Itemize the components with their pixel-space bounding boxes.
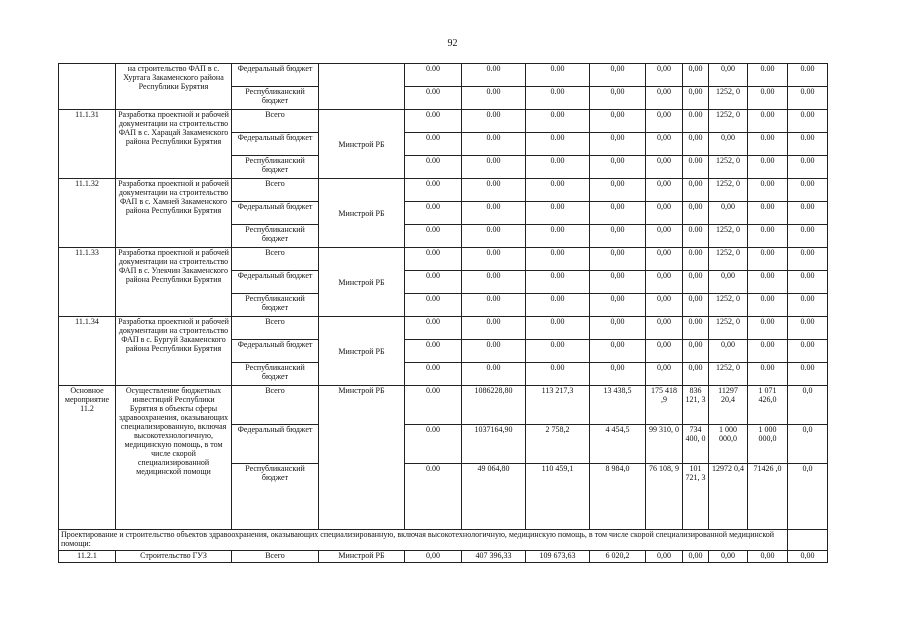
value-cell: 0.00 [748, 156, 788, 179]
value-cell: 0.00 [788, 340, 828, 363]
value-cell: 0.00 [405, 156, 462, 179]
value-cell: 0,00 [709, 271, 748, 294]
value-cell: 0.00 [748, 248, 788, 271]
value-cell: 0.00 [462, 87, 526, 110]
value-cell: 0.00 [405, 271, 462, 294]
value-cell: 1086228,80 [462, 386, 526, 425]
value-cell: 0.00 [526, 110, 590, 133]
value-cell: 0.00 [683, 225, 709, 248]
value-cell: 1 071 426,0 [748, 386, 788, 425]
value-cell: 0,00 [590, 87, 646, 110]
value-cell: 0,00 [683, 271, 709, 294]
value-cell: 0.00 [526, 271, 590, 294]
value-cell: 0,00 [646, 179, 683, 202]
value-cell: 109 673,63 [526, 551, 590, 563]
value-cell: 0.00 [405, 248, 462, 271]
value-cell: 0.00 [462, 317, 526, 340]
source-cell: Федеральный бюджет [232, 271, 319, 294]
value-cell: 175 418 ,9 [646, 386, 683, 425]
executor-cell: Минстрой РБ [319, 248, 405, 317]
value-cell: 0.00 [748, 110, 788, 133]
value-cell: 0,00 [646, 317, 683, 340]
value-cell: 0.00 [405, 225, 462, 248]
value-cell: 0.00 [788, 64, 828, 87]
value-cell: 0,00 [709, 340, 748, 363]
table-row [59, 551, 828, 563]
value-cell: 0,00 [646, 363, 683, 386]
value-cell: 1252, 0 [709, 248, 748, 271]
value-cell: 0.00 [683, 156, 709, 179]
table-row [59, 386, 828, 425]
source-cell: Всего [232, 551, 319, 563]
value-cell: 0,00 [683, 202, 709, 225]
value-cell: 0,00 [646, 64, 683, 87]
budget-table-sheet [58, 63, 827, 563]
value-cell: 0,00 [646, 271, 683, 294]
source-cell: Республиканский бюджет [232, 294, 319, 317]
source-cell: Федеральный бюджет [232, 340, 319, 363]
value-cell: 1252, 0 [709, 179, 748, 202]
value-cell: 0.00 [526, 294, 590, 317]
value-cell: 0.00 [748, 202, 788, 225]
value-cell: 0.00 [405, 64, 462, 87]
value-cell: 0,00 [683, 179, 709, 202]
activity-name-cell: Строительство ГУЗ [116, 551, 232, 563]
source-cell: Всего [232, 179, 319, 202]
table-row [59, 179, 828, 202]
value-cell: 0.00 [526, 87, 590, 110]
value-cell: 0.00 [526, 202, 590, 225]
value-cell: 0.00 [405, 317, 462, 340]
executor-cell: Минстрой РБ [319, 386, 405, 530]
value-cell: 0,00 [646, 202, 683, 225]
value-cell: 0,00 [646, 133, 683, 156]
value-cell: 0.00 [788, 225, 828, 248]
executor-cell: Минстрой РБ [319, 110, 405, 179]
budget-table [58, 63, 828, 563]
code-cell: 11.1.32 [59, 179, 116, 248]
value-cell: 0.00 [683, 110, 709, 133]
value-cell: 0,00 [646, 294, 683, 317]
value-cell: 0.00 [405, 464, 462, 530]
code-cell [59, 64, 116, 110]
code-cell: 11.1.34 [59, 317, 116, 386]
value-cell: 0.00 [683, 317, 709, 340]
value-cell: 0.00 [462, 64, 526, 87]
value-cell: 0.00 [405, 87, 462, 110]
source-cell: Всего [232, 386, 319, 425]
value-cell: 1 000 000,0 [709, 425, 748, 464]
activity-name-cell: Разработка проектной и рабочей документации на строительство ФАП в с. Харацай Закаменского района Республики Бурятия [116, 110, 232, 179]
executor-cell: Минстрой РБ [319, 317, 405, 386]
source-cell: Всего [232, 317, 319, 340]
value-cell: 11297 20,4 [709, 386, 748, 425]
value-cell: 0.00 [405, 425, 462, 464]
value-cell: 0.00 [683, 248, 709, 271]
value-cell: 101 721, 3 [683, 464, 709, 530]
value-cell: 0.00 [462, 248, 526, 271]
value-cell: 0.00 [462, 133, 526, 156]
value-cell: 1252, 0 [709, 294, 748, 317]
value-cell: 0.00 [526, 64, 590, 87]
value-cell: 0,00 [590, 133, 646, 156]
value-cell: 0.00 [526, 156, 590, 179]
source-cell: Республиканский бюджет [232, 225, 319, 248]
value-cell: 0.00 [405, 363, 462, 386]
value-cell: 0,0 [788, 386, 828, 425]
source-cell: Федеральный бюджет [232, 202, 319, 225]
section-heading: Проектирование и строительство объектов здравоохранения, оказывающих специализированную, включая высокотехнологичную, медицинскую помощь, в том числе скорой специализированной медицинской помощи: [59, 530, 788, 551]
value-cell: 0.00 [748, 317, 788, 340]
value-cell: 0,00 [709, 64, 748, 87]
value-cell: 0.00 [526, 225, 590, 248]
source-cell: Республиканский бюджет [232, 156, 319, 179]
value-cell: 0,00 [646, 551, 683, 563]
value-cell: 0,00 [590, 179, 646, 202]
activity-name-cell: Разработка проектной и рабочей документации на строительство ФАП в с. Улекчин Закаменского района Республики Бурятия [116, 248, 232, 317]
activity-name-cell: Разработка проектной и рабочей документации на строительство ФАП в с. Хамней Закаменского района Республики Бурятия [116, 179, 232, 248]
value-cell: 0,00 [788, 551, 828, 563]
value-cell: 0.00 [788, 294, 828, 317]
value-cell: 0,00 [590, 340, 646, 363]
value-cell: 0,00 [646, 225, 683, 248]
value-cell: 1252, 0 [709, 225, 748, 248]
value-cell: 0.00 [788, 271, 828, 294]
value-cell: 1252, 0 [709, 363, 748, 386]
value-cell: 0.00 [788, 179, 828, 202]
source-cell: Всего [232, 248, 319, 271]
value-cell: 0,00 [590, 317, 646, 340]
budget-table-body [59, 64, 828, 563]
value-cell: 0,00 [646, 248, 683, 271]
value-cell: 13 438,5 [590, 386, 646, 425]
value-cell: 0.00 [748, 225, 788, 248]
value-cell: 12972 0,4 [709, 464, 748, 530]
value-cell: 0,00 [590, 64, 646, 87]
value-cell: 0.00 [526, 340, 590, 363]
code-cell: Основное мероприятие 11.2 [59, 386, 116, 530]
executor-cell [319, 64, 405, 110]
value-cell: 0,00 [709, 133, 748, 156]
activity-name-cell: на строительство ФАП в с. Хуртага Закаменского района Республики Бурятия [116, 64, 232, 110]
value-cell: 0,00 [683, 363, 709, 386]
source-cell: Всего [232, 110, 319, 133]
value-cell: 0.00 [788, 248, 828, 271]
value-cell: 0.00 [748, 340, 788, 363]
value-cell: 0.00 [788, 363, 828, 386]
value-cell: 0,00 [709, 202, 748, 225]
value-cell: 0.00 [405, 202, 462, 225]
value-cell: 0.00 [788, 87, 828, 110]
value-cell: 0,0 [788, 464, 828, 530]
value-cell: 0,00 [590, 248, 646, 271]
value-cell: 76 108, 9 [646, 464, 683, 530]
value-cell: 0.00 [526, 363, 590, 386]
source-cell: Федеральный бюджет [232, 133, 319, 156]
source-cell: Республиканский бюджет [232, 87, 319, 110]
value-cell: 0.00 [526, 133, 590, 156]
value-cell: 0,00 [590, 294, 646, 317]
value-cell: 0,00 [590, 363, 646, 386]
value-cell: 0,00 [646, 340, 683, 363]
value-cell: 0,00 [683, 340, 709, 363]
activity-name-cell: Разработка проектной и рабочей документации на строительство ФАП в с. Бургуй Закаменского района Республики Бурятия [116, 317, 232, 386]
value-cell: 49 064,80 [462, 464, 526, 530]
value-cell: 0.00 [788, 202, 828, 225]
value-cell: 1 000 000,0 [748, 425, 788, 464]
value-cell: 0,00 [683, 551, 709, 563]
value-cell: 0.00 [462, 294, 526, 317]
value-cell: 1252, 0 [709, 317, 748, 340]
value-cell: 734 400, 0 [683, 425, 709, 464]
value-cell: 407 396,33 [462, 551, 526, 563]
value-cell: 0.00 [462, 271, 526, 294]
value-cell: 0,00 [683, 294, 709, 317]
code-cell: 11.1.33 [59, 248, 116, 317]
value-cell: 110 459,1 [526, 464, 590, 530]
empty-cell [788, 530, 828, 551]
value-cell: 0.00 [748, 133, 788, 156]
value-cell: 1252, 0 [709, 87, 748, 110]
value-cell: 0.00 [526, 179, 590, 202]
value-cell: 0.00 [748, 363, 788, 386]
value-cell: 0.00 [748, 271, 788, 294]
value-cell: 2 758,2 [526, 425, 590, 464]
executor-cell: Минстрой РБ [319, 179, 405, 248]
section-heading-row [59, 530, 828, 551]
value-cell: 0.00 [462, 156, 526, 179]
value-cell: 0.00 [462, 363, 526, 386]
value-cell: 8 984,0 [590, 464, 646, 530]
page-number: 92 [447, 38, 458, 49]
value-cell: 0.00 [788, 110, 828, 133]
value-cell: 0.00 [405, 179, 462, 202]
value-cell: 0,00 [748, 551, 788, 563]
value-cell: 0.00 [405, 386, 462, 425]
value-cell: 836 121, 3 [683, 386, 709, 425]
value-cell: 0.00 [462, 340, 526, 363]
value-cell: 0.00 [405, 340, 462, 363]
value-cell: 0,00 [646, 156, 683, 179]
value-cell: 0,00 [405, 551, 462, 563]
value-cell: 0,00 [683, 87, 709, 110]
value-cell: 0,00 [683, 64, 709, 87]
value-cell: 113 217,3 [526, 386, 590, 425]
value-cell: 1252, 0 [709, 156, 748, 179]
source-cell: Федеральный бюджет [232, 64, 319, 87]
value-cell: 0,00 [646, 87, 683, 110]
value-cell: 1037164,90 [462, 425, 526, 464]
value-cell: 0,0 [788, 425, 828, 464]
value-cell: 0.00 [462, 110, 526, 133]
value-cell: 0,00 [709, 551, 748, 563]
value-cell: 0,00 [590, 271, 646, 294]
activity-name-cell: Осуществление бюджетных инвестиций Республики Бурятия в объекты сферы здравоохранения, оказывающих специализированную, включая высокотехнологичную, медицинскую помощь, в том числе скорой специализированной медицинской помощи [116, 386, 232, 530]
table-row [59, 64, 828, 87]
value-cell: 0.00 [462, 225, 526, 248]
value-cell: 0.00 [748, 294, 788, 317]
table-row [59, 317, 828, 340]
executor-cell: Минстрой РБ [319, 551, 405, 563]
value-cell: 71426 ,0 [748, 464, 788, 530]
value-cell: 0.00 [405, 110, 462, 133]
value-cell: 0.00 [405, 294, 462, 317]
value-cell: 0.00 [526, 317, 590, 340]
value-cell: 0.00 [748, 179, 788, 202]
value-cell: 99 310, 0 [646, 425, 683, 464]
source-cell: Федеральный бюджет [232, 425, 319, 464]
value-cell: 0,00 [590, 110, 646, 133]
value-cell: 0,00 [590, 156, 646, 179]
value-cell: 0.00 [788, 156, 828, 179]
source-cell: Республиканский бюджет [232, 363, 319, 386]
value-cell: 4 454,5 [590, 425, 646, 464]
value-cell: 0.00 [788, 317, 828, 340]
value-cell: 0.00 [462, 179, 526, 202]
value-cell: 0,00 [590, 225, 646, 248]
value-cell: 0,00 [646, 110, 683, 133]
code-cell: 11.2.1 [59, 551, 116, 563]
source-cell: Республиканский бюджет [232, 464, 319, 530]
table-row [59, 110, 828, 133]
value-cell: 0.00 [526, 248, 590, 271]
value-cell: 0,00 [590, 202, 646, 225]
value-cell: 0.00 [405, 133, 462, 156]
value-cell: 0,00 [683, 133, 709, 156]
value-cell: 0.00 [462, 202, 526, 225]
value-cell: 6 020,2 [590, 551, 646, 563]
table-row [59, 248, 828, 271]
code-cell: 11.1.31 [59, 110, 116, 179]
value-cell: 0.00 [748, 87, 788, 110]
value-cell: 1252, 0 [709, 110, 748, 133]
value-cell: 0.00 [788, 133, 828, 156]
value-cell: 0.00 [748, 64, 788, 87]
